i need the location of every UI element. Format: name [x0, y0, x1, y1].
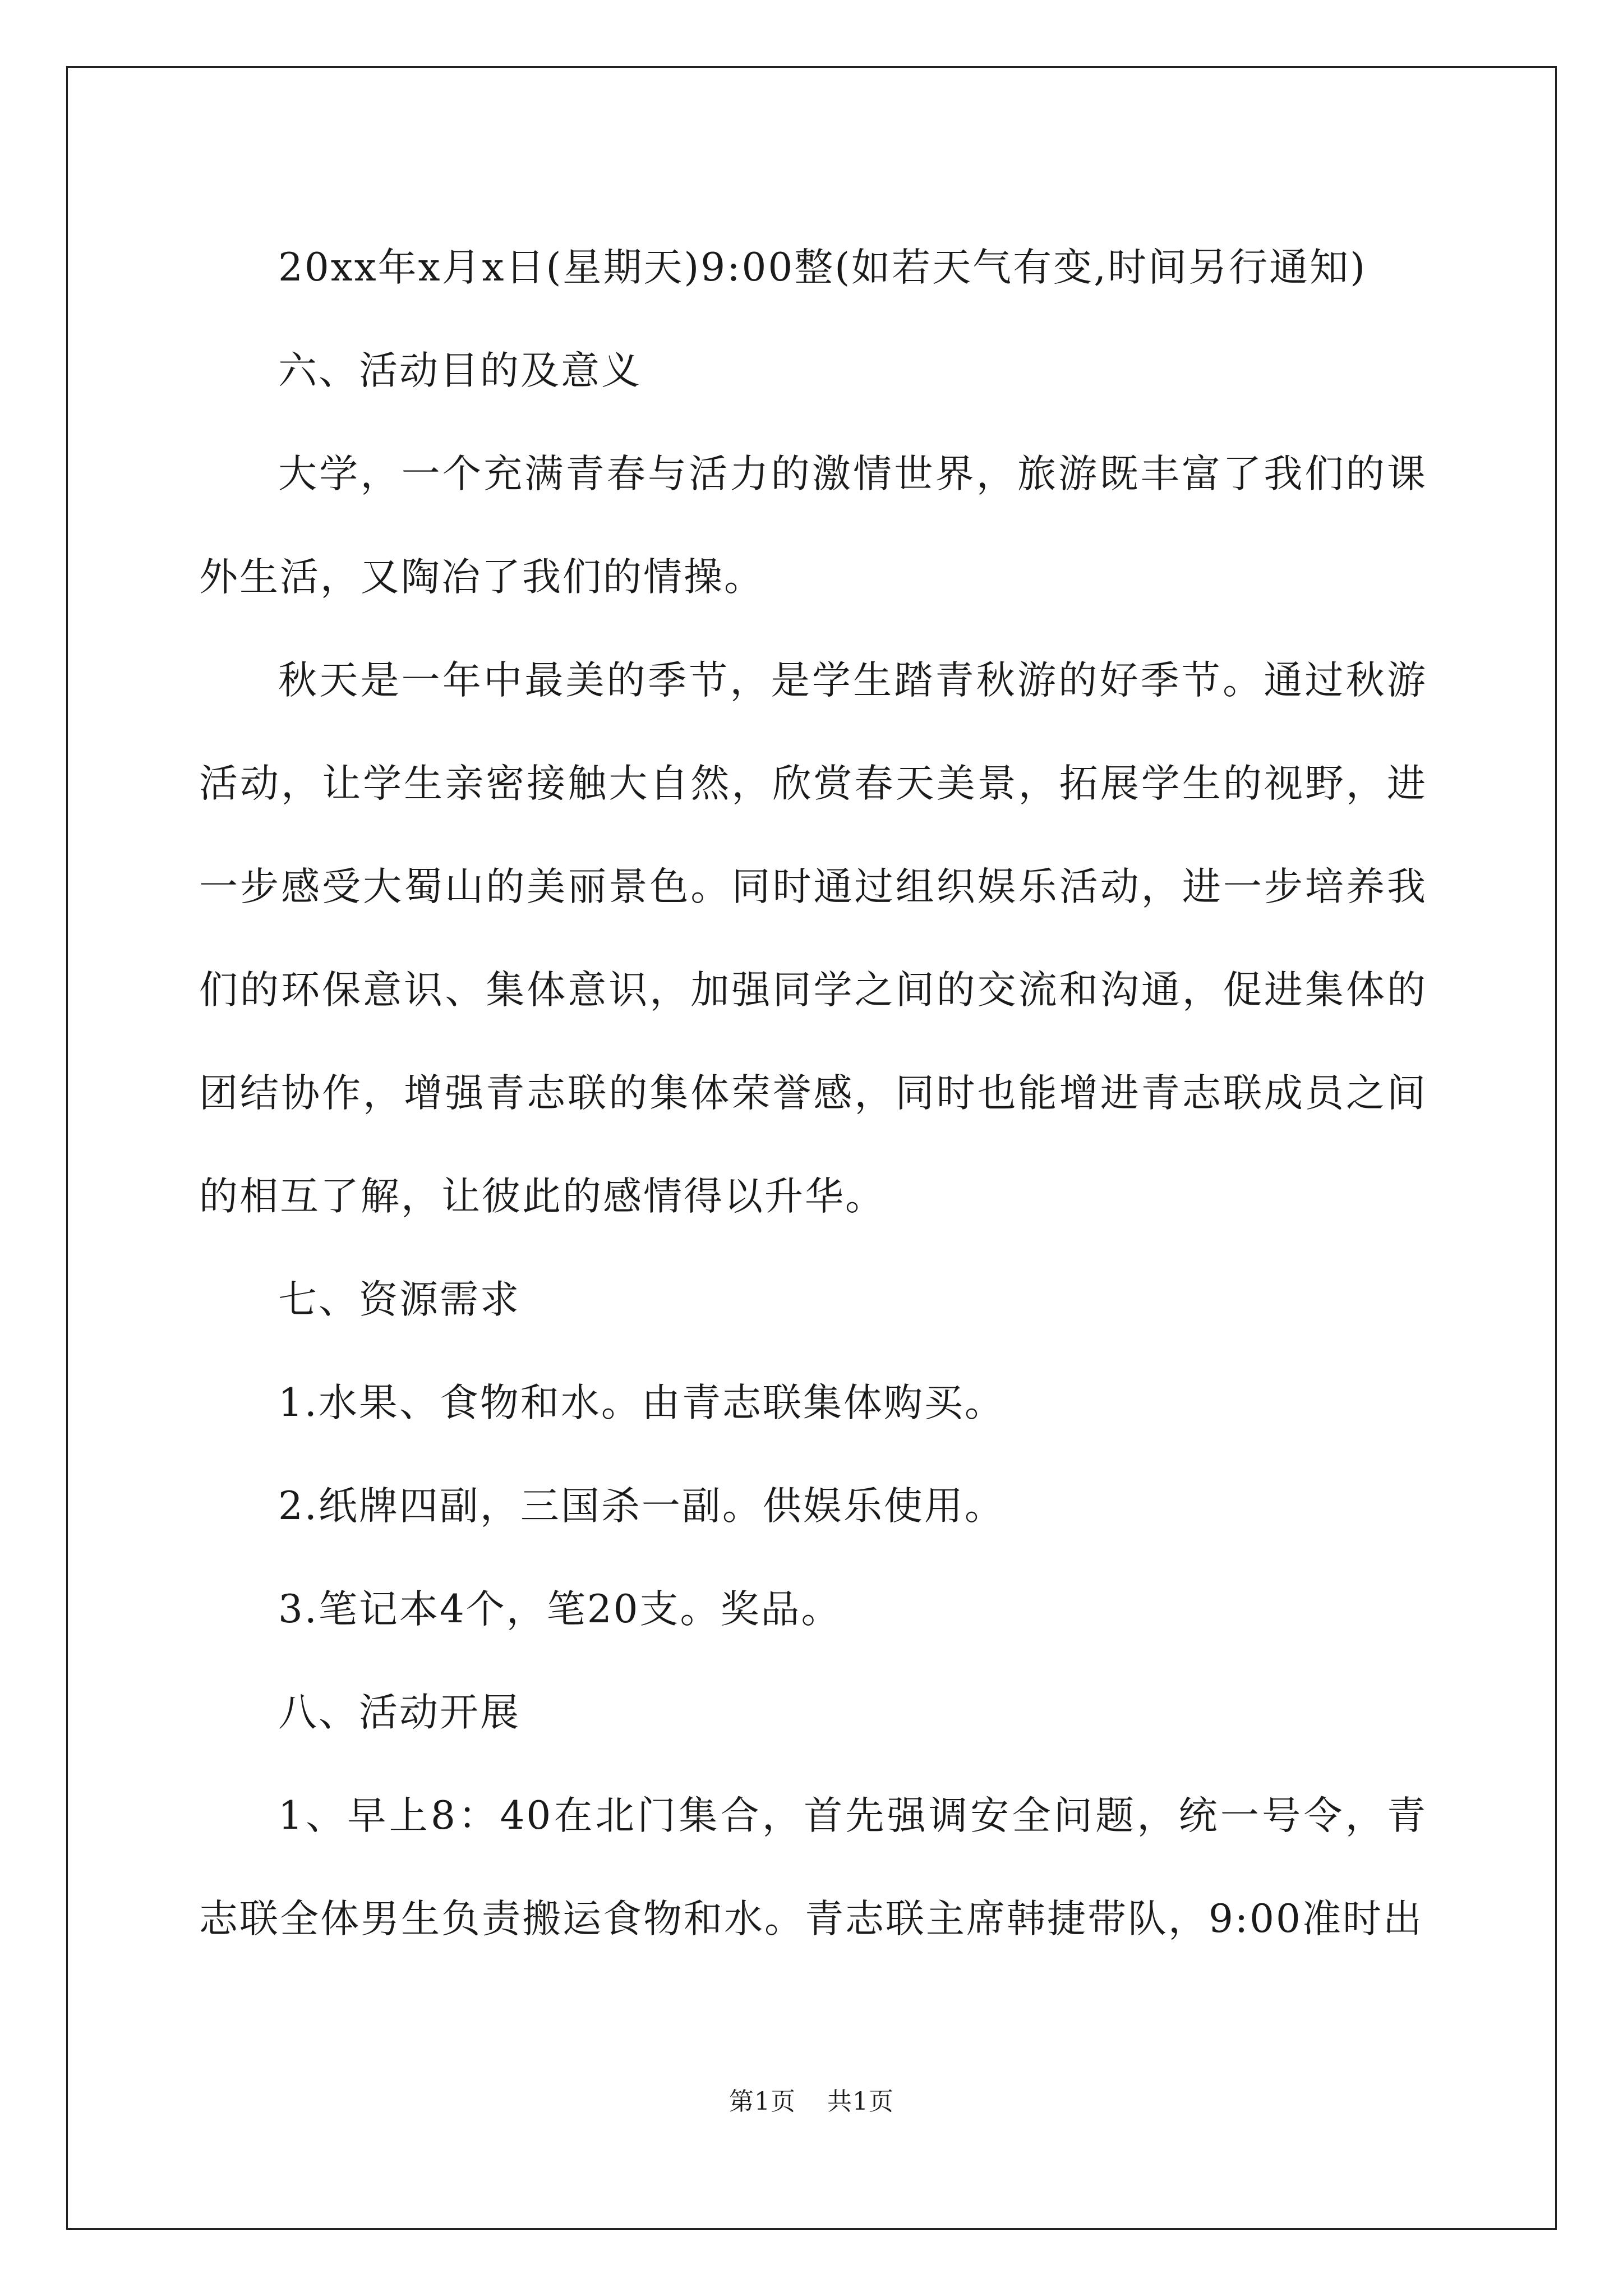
section-heading-activities: 八、活动开展 — [278, 1690, 520, 1735]
section-heading-resources: 七、资源需求 — [278, 1277, 520, 1322]
page-total: 共1页 — [827, 2087, 894, 2116]
document-body — [199, 216, 1427, 1971]
section-heading-purpose: 六、活动目的及意义 — [278, 348, 642, 393]
list-item-resource-2: 2.纸牌四副，三国杀一副。供娱乐使用。 — [278, 1484, 1005, 1529]
list-item-resource-3: 3.笔记本4个，笔20支。奖品。 — [278, 1587, 842, 1632]
list-item-resource-1: 1.水果、食物和水。由青志联集体购买。 — [278, 1381, 1005, 1425]
page-number: 第1页 — [729, 2087, 796, 2116]
paragraph-purpose-detail: 秋天是一年中最美的季节，是学生踏青秋游的好季节。通过秋游活动，让学生亲密接触大自然，欣赏春天美景，拓展学生的视野，进一步感受大蜀山的美丽景色。同时通过组织娱乐活动，进一步培养我们的环保意识、集体意识，加强同学之间的交流和沟通，促进集体的团结协作，增强青志联的集体荣誉感，同时也能增进青志联成员之间的相互了解，让彼此的感情得以升华。 — [199, 658, 1427, 1219]
paragraph-activity-step-1: 1、早上8：40在北门集合，首先强调安全问题，统一号令，青志联全体男生负责搬运食物和水。青志联主席韩捷带队，9:00准时出 — [199, 1793, 1427, 1941]
paragraph-purpose-intro: 大学，一个充满青春与活力的激情世界，旅游既丰富了我们的课外生活，又陶冶了我们的情操。 — [199, 452, 1427, 600]
page-footer — [0, 2081, 1623, 2117]
paragraph-event-time: 20xx年x月x日(星期天)9:00整(如若天气有变,时间另行通知) — [278, 245, 1367, 290]
